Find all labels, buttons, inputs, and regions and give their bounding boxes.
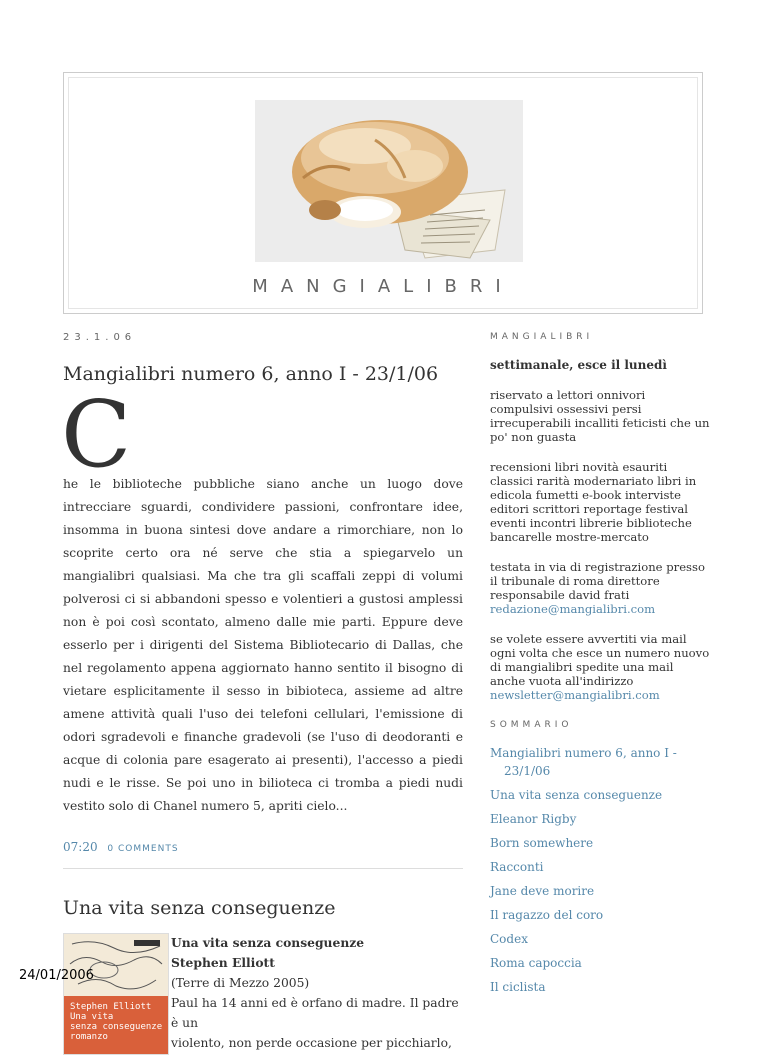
date-header: 23.1.06 (63, 332, 137, 343)
newsletter-text: se volete essere avvertiti via mail ogni volta che esce un numero nuovo di mangialibri spedite una mail anche vuota all'indirizzo (490, 632, 710, 688)
sidebar-registration (490, 560, 710, 616)
cover-title-1: Una vita (70, 1012, 114, 1022)
toc-link[interactable]: Il ciclista (490, 980, 546, 994)
book-details (171, 933, 461, 1053)
toc-link[interactable]: Born somewhere (490, 836, 594, 850)
post-footer (63, 840, 463, 869)
sommario-heading: SOMMARIO (490, 720, 573, 730)
list-item (490, 930, 710, 948)
sidebar-description: riservato a lettori onnivori compulsivi ossessivi persi irrecuperabili incalliti feticisti che un po' non guasta (490, 388, 710, 444)
bread-loaf-icon[interactable] (255, 100, 523, 262)
toc-link[interactable]: Racconti (490, 860, 544, 874)
toc-link[interactable]: Codex (490, 932, 528, 946)
sidebar (490, 332, 710, 1002)
post-title-2[interactable]: Una vita senza conseguenze (63, 897, 336, 919)
dropcap-area (61, 381, 463, 488)
list-item (490, 858, 710, 876)
toc-link[interactable]: Eleanor Rigby (490, 812, 577, 826)
sidebar-heading: MANGIALIBRI (490, 332, 594, 342)
comments-link[interactable]: 0 COMMENTS (107, 844, 179, 854)
post-body: he le biblioteche pubbliche siano anche un luogo dove intrecciare sguardi, condividere passioni, confrontare idee, insomma in buona sintesi dove andare a rimorchiare, non lo scoprite certo ora né serve che stia a spiegarvelo un mangialibri qualsiasi. Ma che tra gli scaffali zeppi di volumi polverosi ci si abbandoni spesso e volentieri a gustosi amplessi non è poi così scontato, almeno dalle mie parti. Eppure deve esserlo per i dirigenti del Sistema Bibliotecario di Dallas, che nel regolamento appena aggiornato hanno sentito il bisogno di vietare esplicitamente il sesso in bibioteca, assieme ad altre amene attività quali l'uso dei telefoni cellulari, l'emissione di odori sgradevoli e finanche gradevoli (se l'uso di deodoranti e acque di colonia pare esagerato ai presenti), l'accesso a piedi nudi e le risse. Se poi uno in bilioteca ci tromba a piedi nudi vestito solo di Chanel numero 5, apriti cielo... (63, 477, 463, 813)
list-item (490, 810, 710, 828)
book-summary-line2: violento, non perde occasione per picchiarlo, (171, 1036, 452, 1050)
sidebar-newsletter (490, 632, 710, 702)
post-body-2 (63, 933, 463, 1050)
toc-link[interactable]: Mangialibri numero 6, anno I - 23/1/06 (490, 746, 677, 778)
list-item (490, 906, 710, 924)
blog-header (63, 72, 703, 314)
book-author: Stephen Elliott (171, 955, 275, 970)
list-item (490, 882, 710, 900)
book-cover-band (64, 996, 168, 1054)
book-cover-image (63, 933, 169, 1055)
post-timestamp-link[interactable]: 07:20 (63, 840, 98, 854)
list-item (490, 834, 710, 852)
registration-text: testata in via di registrazione presso il tribunale di roma direttore responsabile david frati (490, 560, 705, 602)
main-column (61, 332, 463, 1050)
cover-author: Stephen Elliott (70, 1002, 152, 1012)
toc-link[interactable]: Jane deve morire (490, 884, 595, 898)
toc-link[interactable]: Roma capoccia (490, 956, 582, 970)
editorial-email-link[interactable]: redazione@mangialibri.com (490, 602, 656, 616)
cover-genre: romanzo (70, 1032, 108, 1042)
book-title: Una vita senza conseguenze (171, 935, 365, 950)
book-publisher: (Terre di Mezzo 2005) (171, 976, 310, 990)
header-inner-frame (68, 77, 698, 309)
toc-link[interactable]: Una vita senza conseguenze (490, 788, 663, 802)
cover-title-2: senza conseguenze (70, 1022, 163, 1032)
dropcap-letter: C (61, 381, 132, 488)
list-item (490, 954, 710, 972)
sidebar-topics: recensioni libri novità esauriti classici rarità modernariato libri in edicola fumetti e-book interviste editori scrittori reportage festival eventi incontri librerie biblioteche bancarelle mostre-mercato (490, 460, 697, 544)
sommario-list (490, 744, 710, 996)
newsletter-email-link[interactable]: newsletter@mangialibri.com (490, 688, 660, 702)
list-item (490, 786, 710, 804)
sidebar-tagline: settimanale, esce il lunedì (490, 358, 667, 372)
site-title[interactable]: MANGIALIBRI (252, 276, 514, 297)
print-date: 24/01/2006 (19, 968, 94, 983)
list-item (490, 978, 710, 996)
book-summary-line1: Paul ha 14 anni ed è orfano di madre. Il padre è un (171, 996, 459, 1030)
list-item (490, 744, 710, 780)
post-title[interactable]: Mangialibri numero 6, anno I - 23/1/06 (63, 363, 439, 385)
toc-link[interactable]: Il ragazzo del coro (490, 908, 604, 922)
